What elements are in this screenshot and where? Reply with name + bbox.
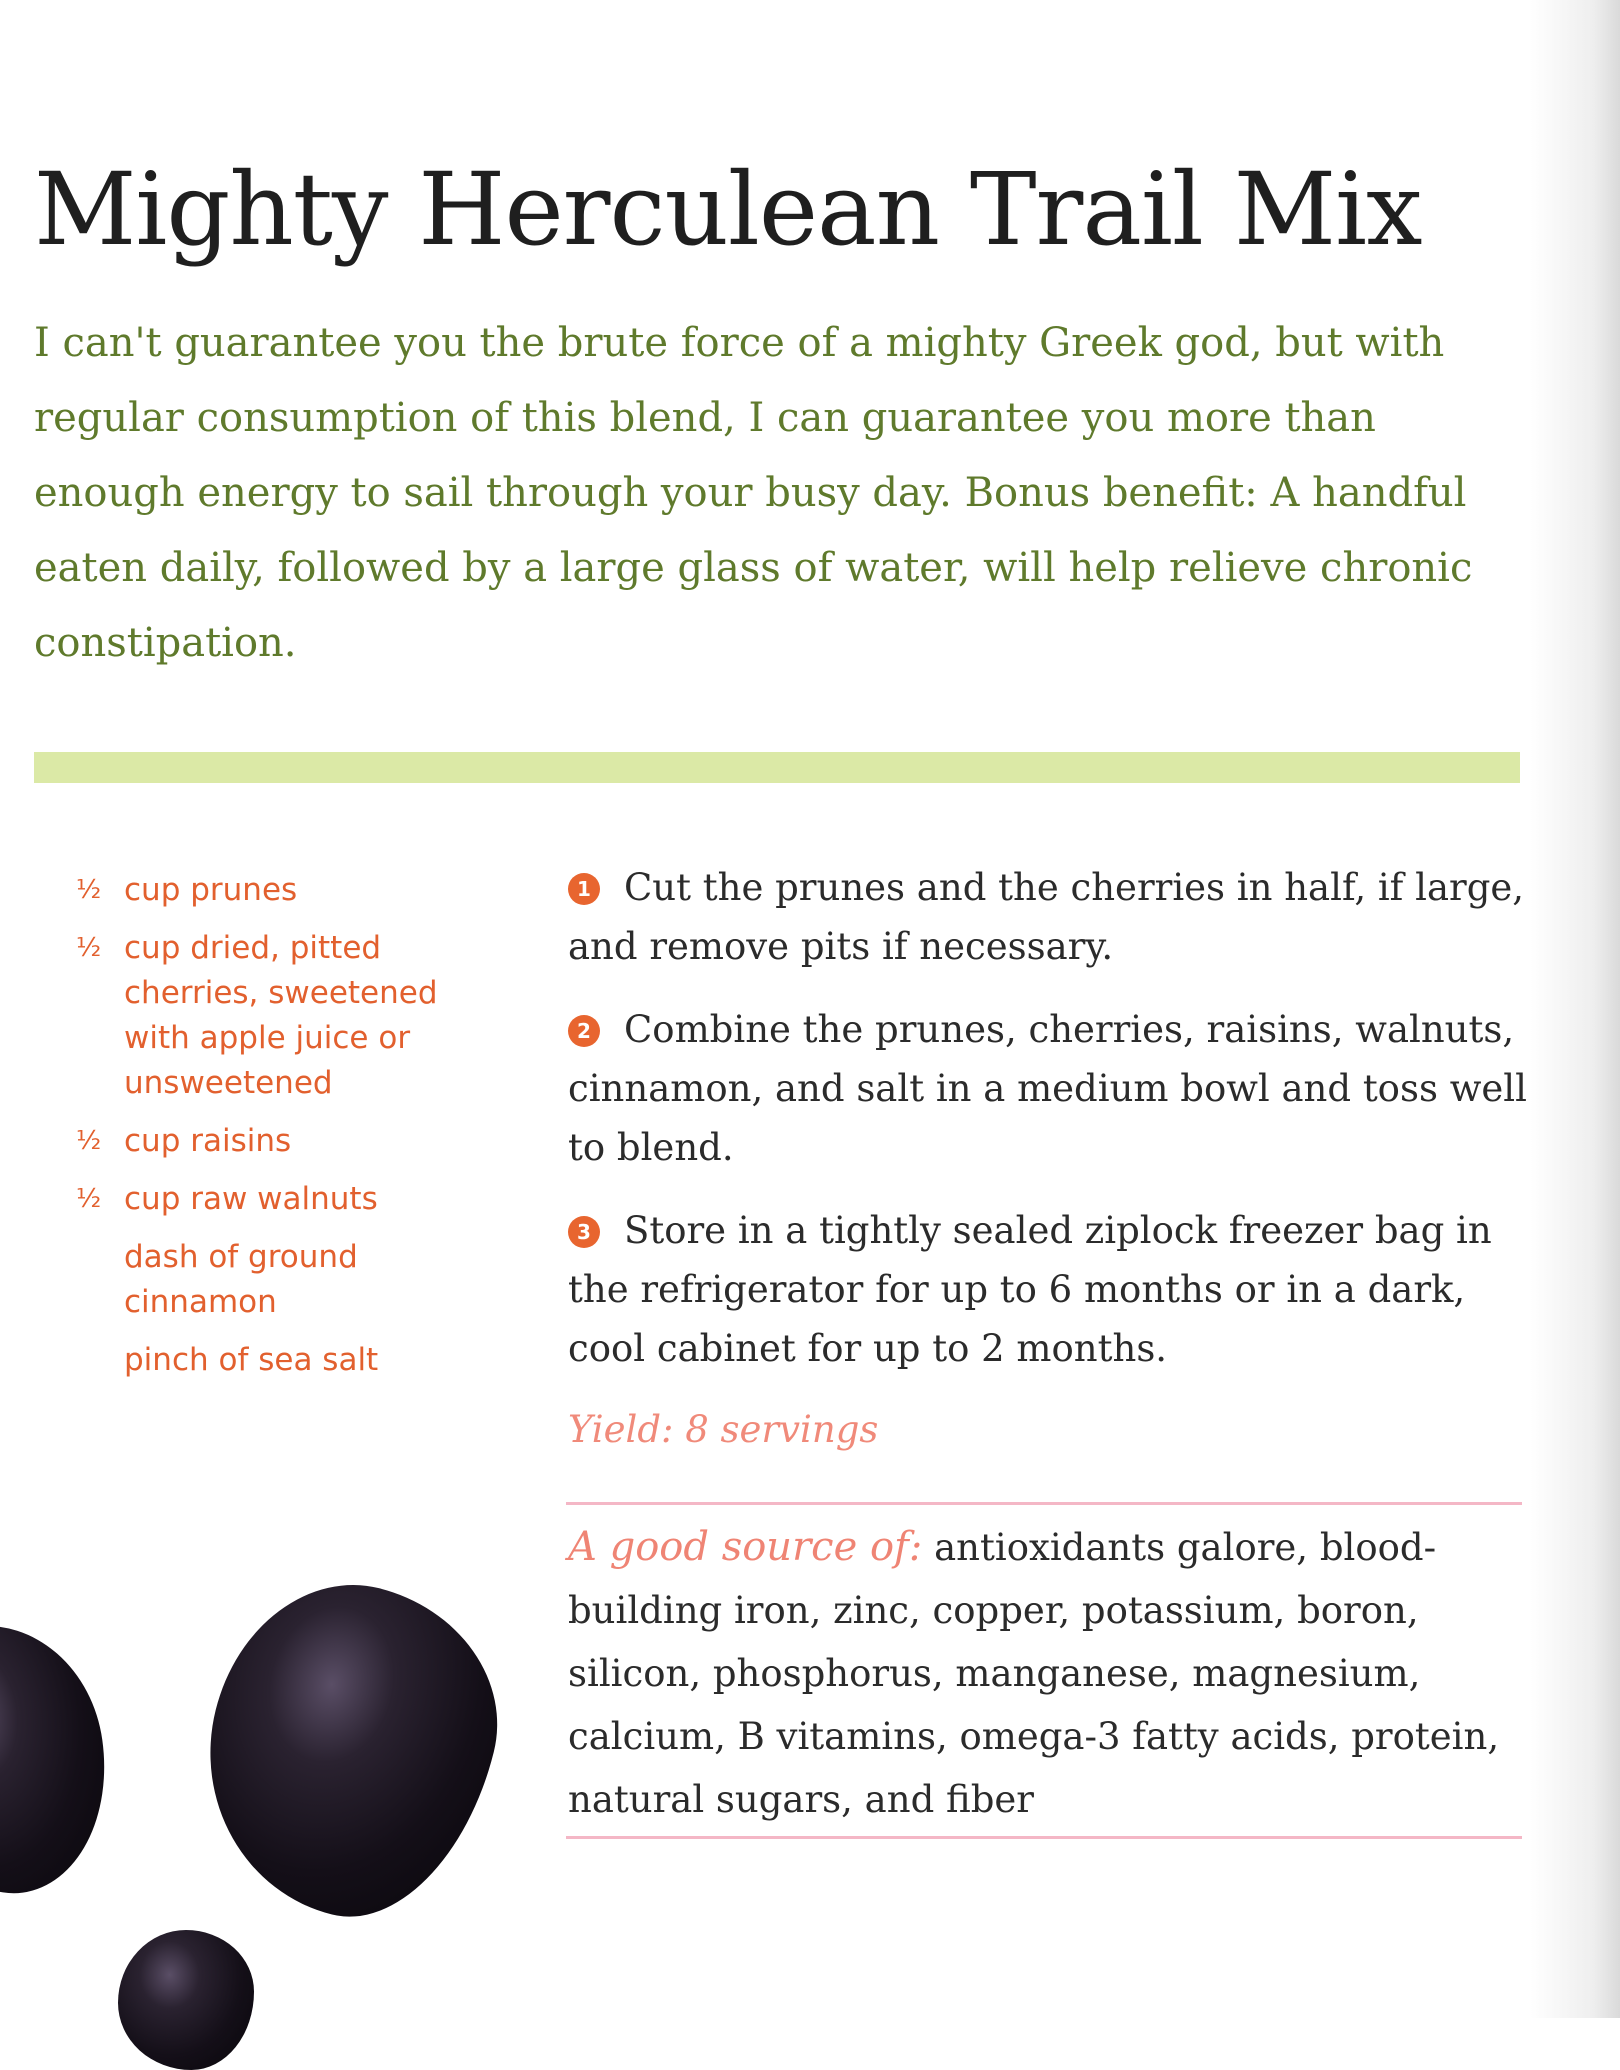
recipe-yield: Yield: 8 servings xyxy=(568,1408,879,1451)
nutrition-divider-top xyxy=(566,1502,1522,1505)
instruction-steps xyxy=(568,858,1528,1402)
nutrition-label: A good source of: xyxy=(568,1524,923,1570)
step-3 xyxy=(568,1201,1528,1378)
page-gutter-shadow xyxy=(1530,0,1620,2018)
prune-photo-large xyxy=(174,1557,525,1943)
ingredient-name: cup dried, pitted cherries, sweetened with apple juice or unsweetened xyxy=(124,930,438,1101)
step-1 xyxy=(568,858,1528,976)
step-number-badge: 3 xyxy=(568,1216,600,1248)
ingredient-amount xyxy=(76,1235,124,1325)
nutrition-note xyxy=(568,1516,1528,1831)
step-text: Combine the prunes, cherries, raisins, walnuts, cinnamon, and salt in a medium bowl and toss well to blend. xyxy=(568,1008,1527,1169)
nutrition-divider-bottom xyxy=(566,1836,1522,1839)
ingredient-amount xyxy=(76,1338,124,1383)
ingredient-item xyxy=(76,1235,496,1325)
ingredient-name: cup prunes xyxy=(124,872,298,908)
step-text: Store in a tightly sealed ziplock freezer bag in the refrigerator for up to 6 months or in a dark, cool cabinet for up to 2 months. xyxy=(568,1209,1492,1370)
ingredient-item xyxy=(76,926,496,1106)
ingredient-amount: ½ xyxy=(76,1126,102,1156)
ingredient-name: cup raw walnuts xyxy=(124,1181,378,1217)
ingredient-name: dash of ground cinnamon xyxy=(124,1239,358,1320)
ingredient-name: cup raisins xyxy=(124,1123,292,1159)
step-number-badge: 2 xyxy=(568,1015,600,1047)
recipe-title: Mighty Herculean Trail Mix xyxy=(34,151,1422,268)
ingredient-item xyxy=(76,1119,496,1164)
ingredient-amount: ½ xyxy=(76,1184,102,1214)
section-divider-band xyxy=(34,752,1520,783)
ingredient-amount: ½ xyxy=(76,875,102,905)
ingredient-item xyxy=(76,1177,496,1222)
nutrition-text: antioxidants galore, blood-building iron, zinc, copper, potassium, boron, silicon, phosphorus, manganese, magnesium, calcium, B vitamins, omega-3 fatty acids, protein, natural sugars, and fiber xyxy=(568,1526,1500,1821)
ingredient-list xyxy=(76,868,496,1396)
ingredient-item xyxy=(76,1338,496,1383)
prune-photo-left xyxy=(0,1611,122,1906)
ingredient-name: pinch of sea salt xyxy=(124,1342,379,1378)
step-2 xyxy=(568,1000,1528,1177)
ingredient-amount: ½ xyxy=(76,933,102,963)
prune-photo-small xyxy=(118,1930,254,2070)
step-number-badge: 1 xyxy=(568,873,600,905)
step-text: Cut the prunes and the cherries in half, if large, and remove pits if necessary. xyxy=(568,866,1525,968)
ingredient-item xyxy=(76,868,496,913)
recipe-intro: I can't guarantee you the brute force of a mighty Greek god, but with regular consumption of this blend, I can guarantee you more than enough energy to sail through your busy day. Bonus benefit: A handful eaten daily, followed by a large glass of water, will help relieve chronic constipation. xyxy=(34,320,1473,666)
